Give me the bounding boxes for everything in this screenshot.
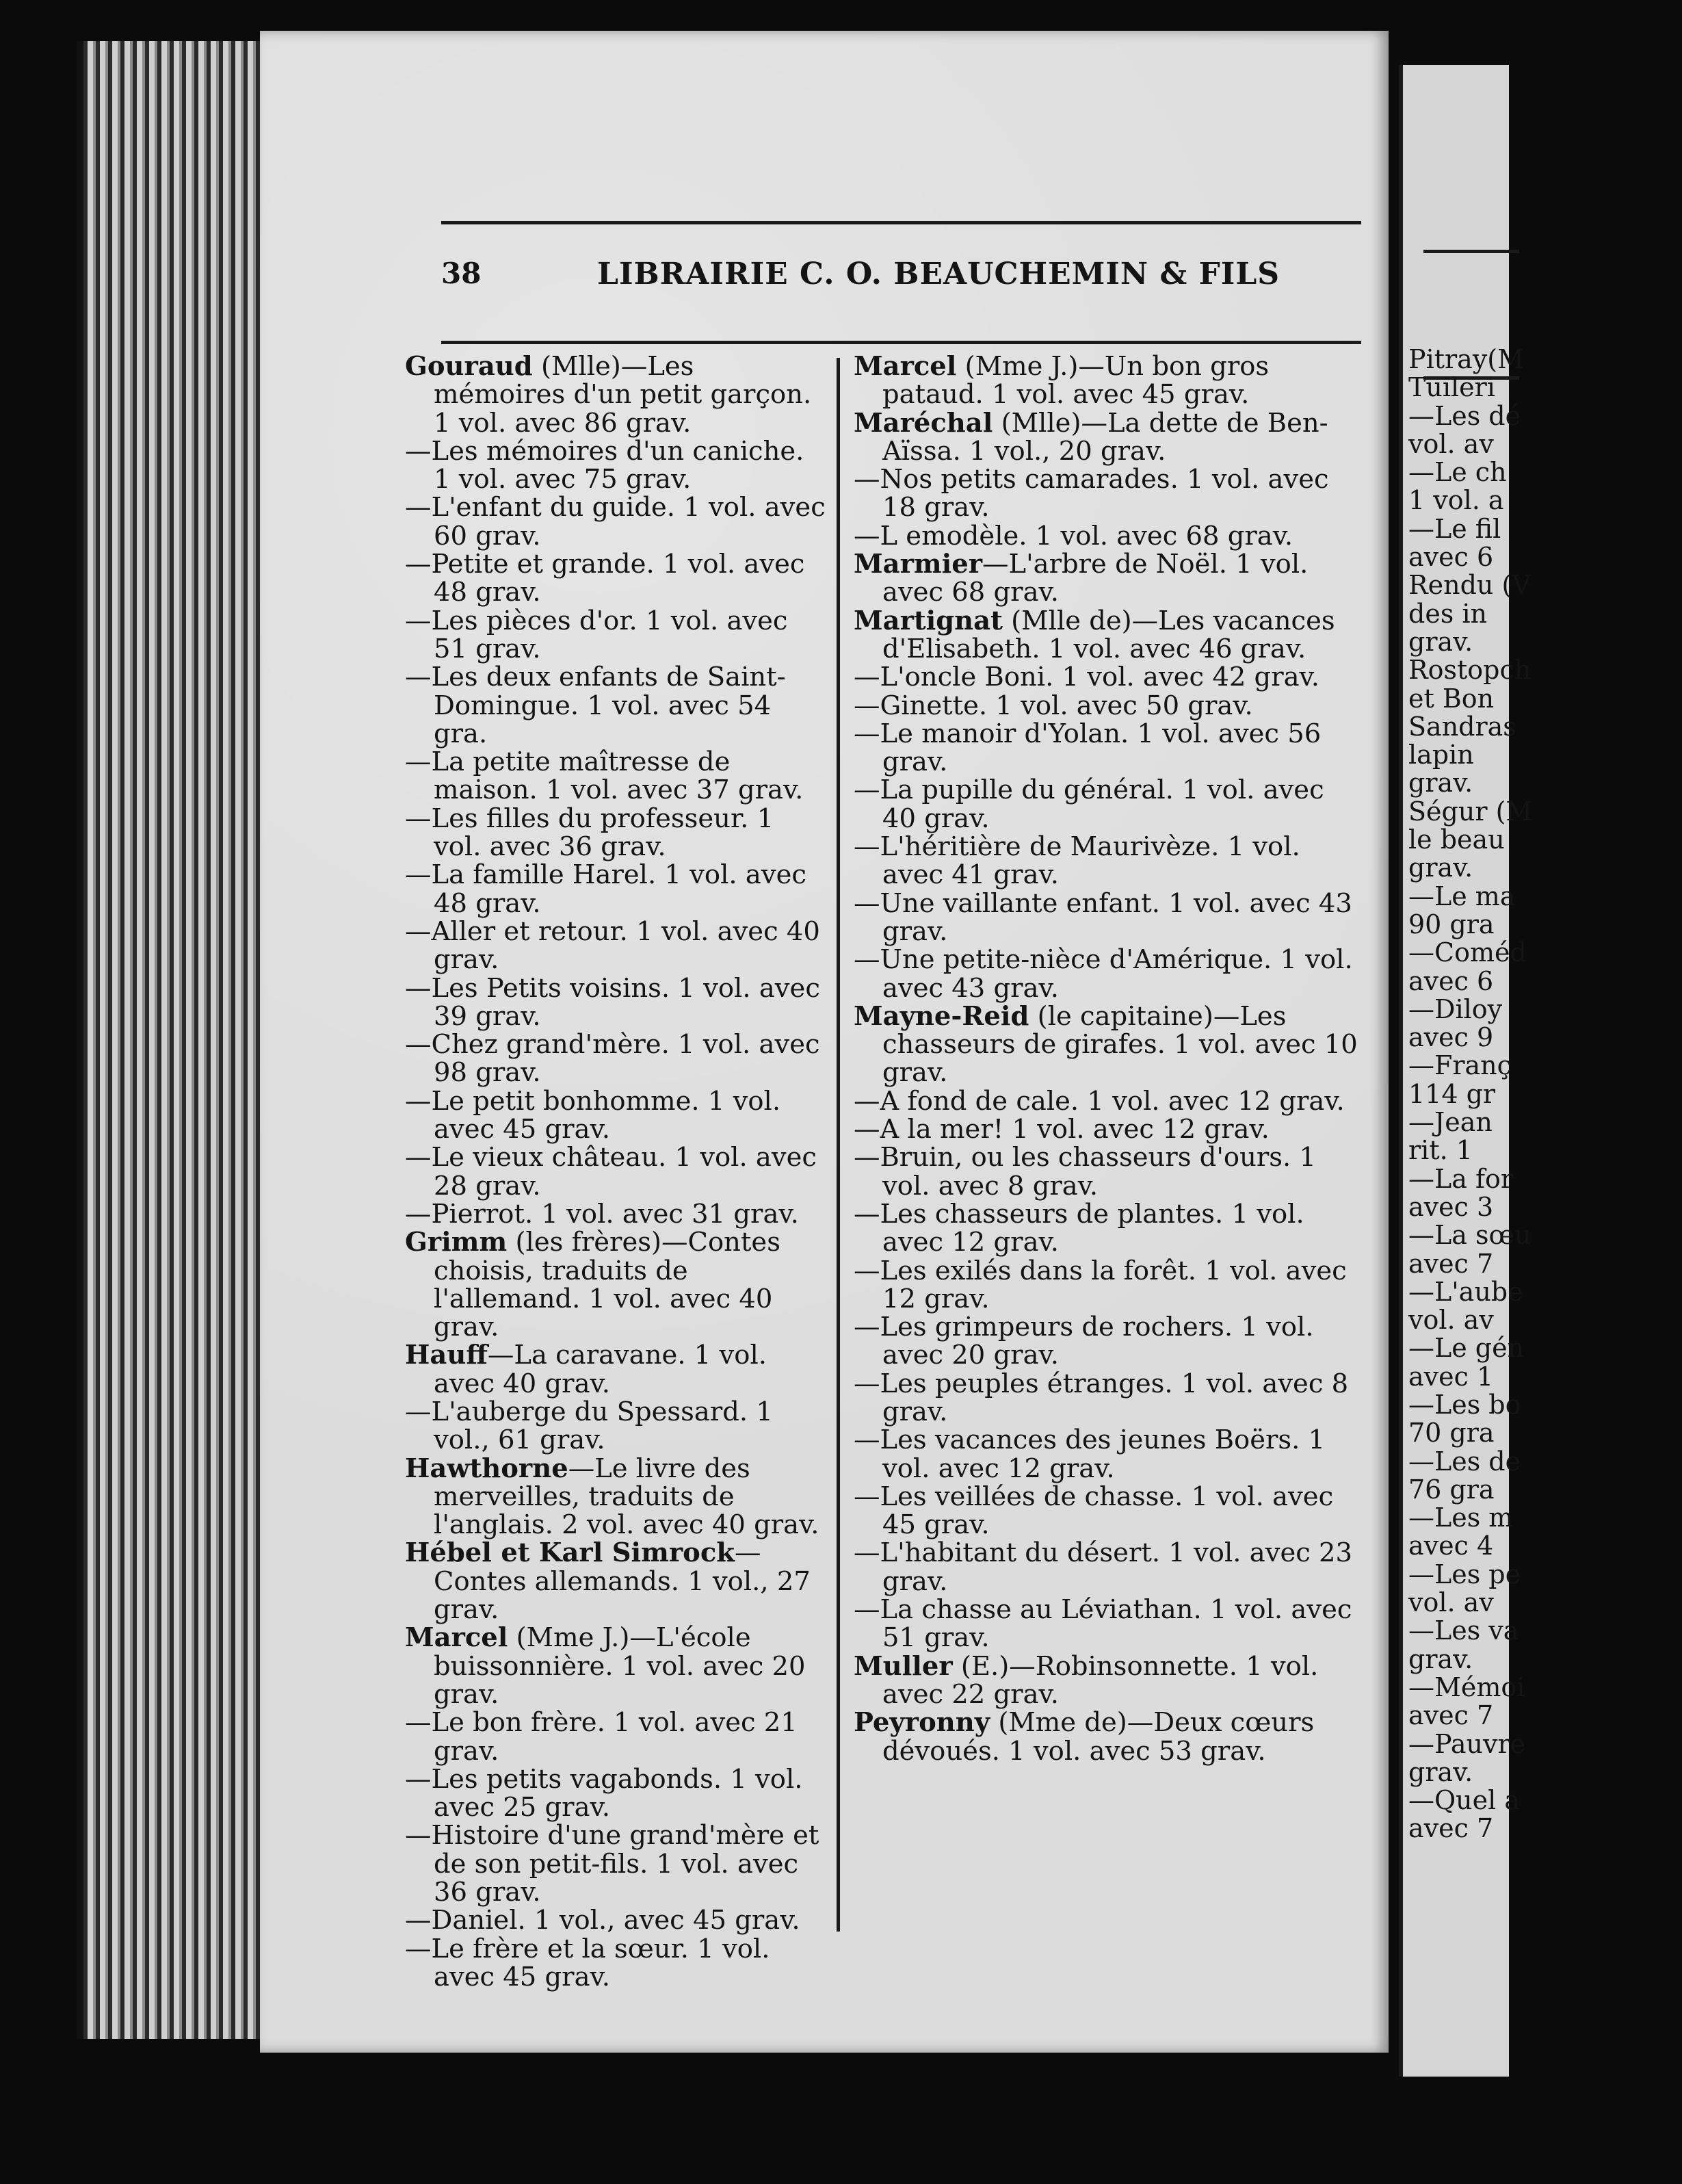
adjacent-line: 1 vol. a — [1408, 485, 1504, 516]
adjacent-line: —Le ma — [1408, 881, 1516, 911]
catalog-entry — [405, 1398, 829, 1455]
entry-text: —L'arbre de Noël. 1 vol. avec 68 grav. — [882, 549, 1309, 608]
catalog-entry — [405, 1455, 829, 1539]
entry-text: —Les veillées de chasse. 1 vol. avec 45 grav. — [854, 1481, 1334, 1541]
entry-text: —Histoire d'une grand'mère et de son petit-fils. 1 vol. avec 36 grav. — [405, 1820, 819, 1908]
adjacent-line: —Les de — [1408, 1446, 1521, 1477]
top-rule — [441, 221, 1361, 224]
entry-text: —A la mer! 1 vol. avec 12 grav. — [854, 1114, 1270, 1145]
adjacent-page — [1399, 65, 1533, 2077]
header-rule — [441, 341, 1361, 344]
entry-text: —A fond de cale. 1 vol. avec 12 grav. — [854, 1085, 1345, 1117]
adjacent-line: Rendu (V — [1408, 570, 1531, 601]
author-name: Mayne-Reid — [854, 1000, 1029, 1032]
author-name: Marcel — [405, 1622, 508, 1654]
catalog-entry — [854, 1200, 1363, 1257]
catalog-entry — [405, 1624, 829, 1708]
entry-text: —Une vaillante enfant. 1 vol. avec 43 grav. — [854, 887, 1352, 947]
author-name: Hébel et Karl Simrock — [405, 1537, 735, 1569]
adjacent-line: —La sœu — [1408, 1220, 1532, 1251]
catalog-entry — [854, 946, 1363, 1002]
catalog-entry — [854, 550, 1363, 607]
adjacent-line: Tuileri — [1408, 372, 1495, 403]
catalog-entry — [854, 607, 1363, 664]
adjacent-line: et Bon — [1408, 683, 1495, 714]
adjacent-line: avec 1 — [1408, 1361, 1494, 1392]
author-name: Hauff — [405, 1340, 488, 1371]
page-edges — [77, 41, 289, 2039]
adjacent-line: —Mémoi — [1408, 1672, 1525, 1702]
catalog-entry — [405, 1935, 829, 1992]
catalog-entry — [854, 1087, 1363, 1115]
catalog-entry — [405, 607, 829, 664]
catalog-entry — [405, 1906, 829, 1934]
catalog-entry — [405, 352, 829, 437]
adjacent-line: rit. 1 — [1408, 1135, 1473, 1166]
adjacent-line: —Le gén — [1408, 1333, 1525, 1364]
catalog-entry — [854, 1483, 1363, 1539]
adjacent-line: —Jean — [1408, 1107, 1493, 1138]
entry-text: —Contes allemands. 1 vol., 27 grav. — [434, 1537, 811, 1626]
adjacent-line: —Le fil — [1408, 513, 1501, 544]
adjacent-line: —Diloy — [1408, 993, 1503, 1024]
catalog-entry — [854, 1002, 1363, 1087]
catalog-entry — [854, 1257, 1363, 1314]
entry-text: —L'héritière de Maurivèze. 1 vol. avec 41 grav. — [854, 831, 1300, 891]
page-header — [441, 250, 1361, 304]
catalog-entry — [405, 1228, 829, 1341]
author-name: Gouraud — [405, 351, 533, 382]
entry-text: —Le manoir d'Yolan. 1 vol. avec 56 grav. — [854, 718, 1322, 778]
catalog-entry — [854, 1370, 1363, 1427]
author-name: Grimm — [405, 1227, 508, 1258]
entry-text: —Les peuples étranges. 1 vol. avec 8 grav. — [854, 1368, 1349, 1427]
adjacent-line: avec 7 — [1408, 1248, 1494, 1279]
entry-text: —Ginette. 1 vol. avec 50 grav. — [854, 690, 1253, 721]
catalog-entry — [405, 493, 829, 550]
entry-text: (Mme J.)—L'école buissonnière. 1 vol. avec 20 grav. — [434, 1622, 806, 1710]
catalog-entry — [405, 805, 829, 861]
catalog-entry — [405, 1341, 829, 1398]
entry-text: —Le frère et la sœur. 1 vol. avec 45 grav. — [405, 1933, 770, 1992]
right-column — [854, 352, 1363, 1765]
entry-text: —La petite maîtresse de maison. 1 vol. avec 37 grav. — [405, 746, 804, 806]
catalog-entry — [854, 663, 1363, 691]
catalog-entry — [405, 1708, 829, 1765]
catalog-entry — [405, 915, 829, 976]
catalog-entry — [854, 1313, 1363, 1370]
entry-text: —L'enfant du guide. 1 vol. avec 60 grav. — [405, 492, 826, 551]
entry-text: —La caravane. 1 vol. avec 40 grav. — [434, 1340, 767, 1399]
adjacent-line: avec 6 — [1408, 965, 1494, 996]
entry-text: —Les Petits voisins. 1 vol. avec 39 grav. — [405, 972, 820, 1032]
page-number: 38 — [441, 257, 482, 290]
adjacent-line: —Les pe — [1408, 1559, 1521, 1589]
adjacent-line: —La for — [1408, 1163, 1514, 1194]
catalog-entry — [405, 1030, 829, 1087]
entry-text: —La pupille du général. 1 vol. avec 40 grav. — [854, 775, 1324, 834]
running-head: LIBRAIRIE C. O. BEAUCHEMIN & FILS — [597, 257, 1280, 291]
catalog-entry — [854, 1426, 1363, 1483]
entry-text: —Aller et retour. 1 vol. avec 40 grav. — [405, 915, 820, 976]
adjacent-line: —Les m — [1408, 1503, 1514, 1533]
entry-text: —L'auberge du Spessard. 1 vol., 61 grav. — [405, 1396, 773, 1456]
adjacent-line: avec 3 — [1408, 1191, 1494, 1222]
adjacent-line: 70 gra — [1408, 1418, 1495, 1448]
author-name: Peyronny — [854, 1707, 990, 1739]
adjacent-line: —Les va — [1408, 1615, 1519, 1646]
entry-text: —Pierrot. 1 vol. avec 31 grav. — [405, 1198, 799, 1230]
entry-text: —Le bon frère. 1 vol. avec 21 grav. — [405, 1707, 798, 1767]
adjacent-line: —Coméd — [1408, 937, 1527, 968]
entry-text: —Les exilés dans la forêt. 1 vol. avec 12 grav. — [854, 1255, 1347, 1314]
catalog-entry — [405, 1200, 829, 1228]
catalog-entry — [854, 1143, 1363, 1200]
entry-text: —La chasse au Léviathan. 1 vol. avec 51 grav. — [854, 1594, 1352, 1654]
adjacent-line: avec 6 — [1408, 542, 1494, 573]
entry-text: —Bruin, ou les chasseurs d'ours. 1 vol. avec 8 grav. — [854, 1142, 1317, 1201]
adjacent-line: vol. av — [1408, 1587, 1494, 1618]
adjacent-line: 76 gra — [1408, 1474, 1495, 1505]
adjacent-line: 90 gra — [1408, 909, 1495, 939]
entry-text: —Le vieux château. 1 vol. avec 28 grav. — [405, 1142, 817, 1201]
catalog-entry — [854, 833, 1363, 889]
author-name: Marmier — [854, 549, 982, 580]
entry-text: —Une petite-nièce d'Amérique. 1 vol. avec 43 grav. — [854, 944, 1353, 1004]
entry-text: —Daniel. 1 vol., avec 45 grav. — [405, 1905, 800, 1936]
adjacent-line: —Pauvre — [1408, 1728, 1526, 1759]
entry-text: —Le petit bonhomme. 1 vol. avec 45 grav. — [405, 1085, 781, 1145]
entry-text: —Chez grand'mère. 1 vol. avec 98 grav. — [405, 1029, 820, 1089]
entry-text: —L'oncle Boni. 1 vol. avec 42 grav. — [854, 662, 1319, 693]
catalog-entry — [405, 663, 829, 748]
catalog-entry — [405, 437, 829, 494]
catalog-entry — [854, 1596, 1363, 1652]
adjacent-line: Ségur (M — [1408, 796, 1533, 827]
catalog-entry — [854, 1539, 1363, 1596]
entry-text: —La famille Harel. 1 vol. avec 48 grav. — [405, 859, 806, 919]
adjacent-line: Pitray(M — [1408, 344, 1525, 374]
entry-text: (Mme J.)—Un bon gros pataud. 1 vol. avec 45 grav. — [882, 351, 1270, 411]
catalog-entry — [854, 352, 1363, 409]
entry-text: —L'habitant du désert. 1 vol. avec 23 grav. — [854, 1537, 1353, 1597]
adjacent-line: —Les dé — [1408, 400, 1521, 431]
entry-text: (le capitaine)—Les chasseurs de girafes. 1 vol. avec 10 grav. — [882, 1000, 1358, 1089]
left-column — [405, 352, 829, 1991]
entry-text: —Les deux enfants de Saint-Domingue. 1 vol. avec 54 gra. — [405, 662, 786, 749]
entry-text: —Les grimpeurs de rochers. 1 vol. avec 20 grav. — [854, 1312, 1314, 1371]
catalog-entry — [854, 692, 1363, 720]
adjacent-line: lapin — [1408, 740, 1474, 770]
adjacent-line: vol. av — [1408, 428, 1494, 459]
adjacent-line: avec 7 — [1408, 1700, 1494, 1731]
entry-text: (Mlle)—Les mémoires d'un petit garçon. 1 vol. avec 86 grav. — [434, 351, 812, 439]
entry-text: —Les chasseurs de plantes. 1 vol. avec 12 grav. — [854, 1198, 1304, 1258]
adjacent-line: le beau — [1408, 824, 1505, 855]
entry-text: —Les mémoires d'un caniche. 1 vol. avec 75 grav. — [405, 435, 804, 495]
adjacent-line: Rostopch — [1408, 655, 1532, 686]
catalog-entry — [405, 1539, 829, 1624]
entry-text: —Petite et grande. 1 vol. avec 48 grav. — [405, 549, 805, 608]
adjacent-line: grav. — [1408, 853, 1473, 883]
catalog-entry — [854, 465, 1363, 522]
adjacent-line: grav. — [1408, 1643, 1473, 1674]
author-name: Maréchal — [854, 407, 993, 439]
catalog-entry — [854, 720, 1363, 777]
catalog-entry — [405, 974, 829, 1031]
adjacent-line: vol. av — [1408, 1305, 1494, 1336]
adjacent-line: Sandras — [1408, 711, 1516, 742]
entry-text: —Les filles du professeur. 1 vol. avec 36 grav. — [405, 803, 774, 863]
adjacent-line: —Quel a — [1408, 1785, 1521, 1816]
catalog-entry — [405, 550, 829, 607]
adjacent-top-rule — [1423, 250, 1519, 253]
catalog-entry — [405, 1821, 829, 1906]
entry-text: (E.)—Robinsonnette. 1 vol. avec 22 grav. — [882, 1650, 1319, 1710]
adjacent-line: avec 7 — [1408, 1813, 1494, 1844]
adjacent-line: —Franç — [1408, 1050, 1512, 1081]
catalog-entry — [854, 1115, 1363, 1143]
catalog-entry — [405, 748, 829, 805]
catalog-entry — [405, 1765, 829, 1822]
adjacent-line: grav. — [1408, 626, 1473, 657]
adjacent-line: grav. — [1408, 768, 1473, 798]
adjacent-line: avec 9 — [1408, 1022, 1494, 1053]
catalog-entry — [854, 1652, 1363, 1709]
entry-text: (les frères)—Contes choisis, traduits de l'allemand. 1 vol. avec 40 grav. — [434, 1227, 780, 1343]
adjacent-line: —Les bo — [1408, 1389, 1521, 1420]
catalog-entry — [854, 889, 1363, 946]
entry-text: (Mlle de)—Les vacances d'Elisabeth. 1 vol. avec 46 grav. — [882, 605, 1335, 664]
entry-text: —L emodèle. 1 vol. avec 68 grav. — [854, 520, 1293, 551]
author-name: Marcel — [854, 351, 957, 382]
adjacent-line: grav. — [1408, 1756, 1473, 1787]
book-page — [260, 31, 1389, 2053]
entry-text: —Les vacances des jeunes Boërs. 1 vol. avec 12 grav. — [854, 1425, 1326, 1484]
entry-text: (Mme de)—Deux cœurs dévoués. 1 vol. avec 53 grav. — [882, 1707, 1315, 1767]
catalog-entry — [854, 522, 1363, 550]
adjacent-line: 114 gr — [1408, 1078, 1496, 1109]
entry-text: —Le livre des merveilles, traduits de l'anglais. 2 vol. avec 40 grav. — [434, 1453, 819, 1541]
author-name: Muller — [854, 1650, 953, 1682]
catalog-entry — [405, 861, 829, 918]
author-name: Hawthorne — [405, 1453, 568, 1484]
catalog-entry — [854, 409, 1363, 466]
entry-text: —Nos petits camarades. 1 vol. avec 18 grav. — [854, 464, 1329, 523]
entry-text: (Mlle)—La dette de Ben-Aïssa. 1 vol., 20 grav. — [882, 407, 1328, 467]
adjacent-page-text — [1408, 346, 1682, 1843]
adjacent-line: avec 4 — [1408, 1531, 1494, 1561]
catalog-entry — [405, 1087, 829, 1144]
entry-text: —Les pièces d'or. 1 vol. avec 51 grav. — [405, 605, 788, 664]
entry-text: —Les petits vagabonds. 1 vol. avec 25 grav. — [405, 1763, 803, 1823]
author-name: Martignat — [854, 605, 1003, 636]
adjacent-line: —Le ch — [1408, 457, 1507, 488]
adjacent-line: des in — [1408, 598, 1488, 629]
catalog-entry — [854, 776, 1363, 833]
column-divider — [837, 358, 840, 1932]
catalog-entry — [854, 1708, 1363, 1765]
adjacent-line: —L'aube — [1408, 1276, 1523, 1307]
catalog-entry — [405, 1143, 829, 1200]
